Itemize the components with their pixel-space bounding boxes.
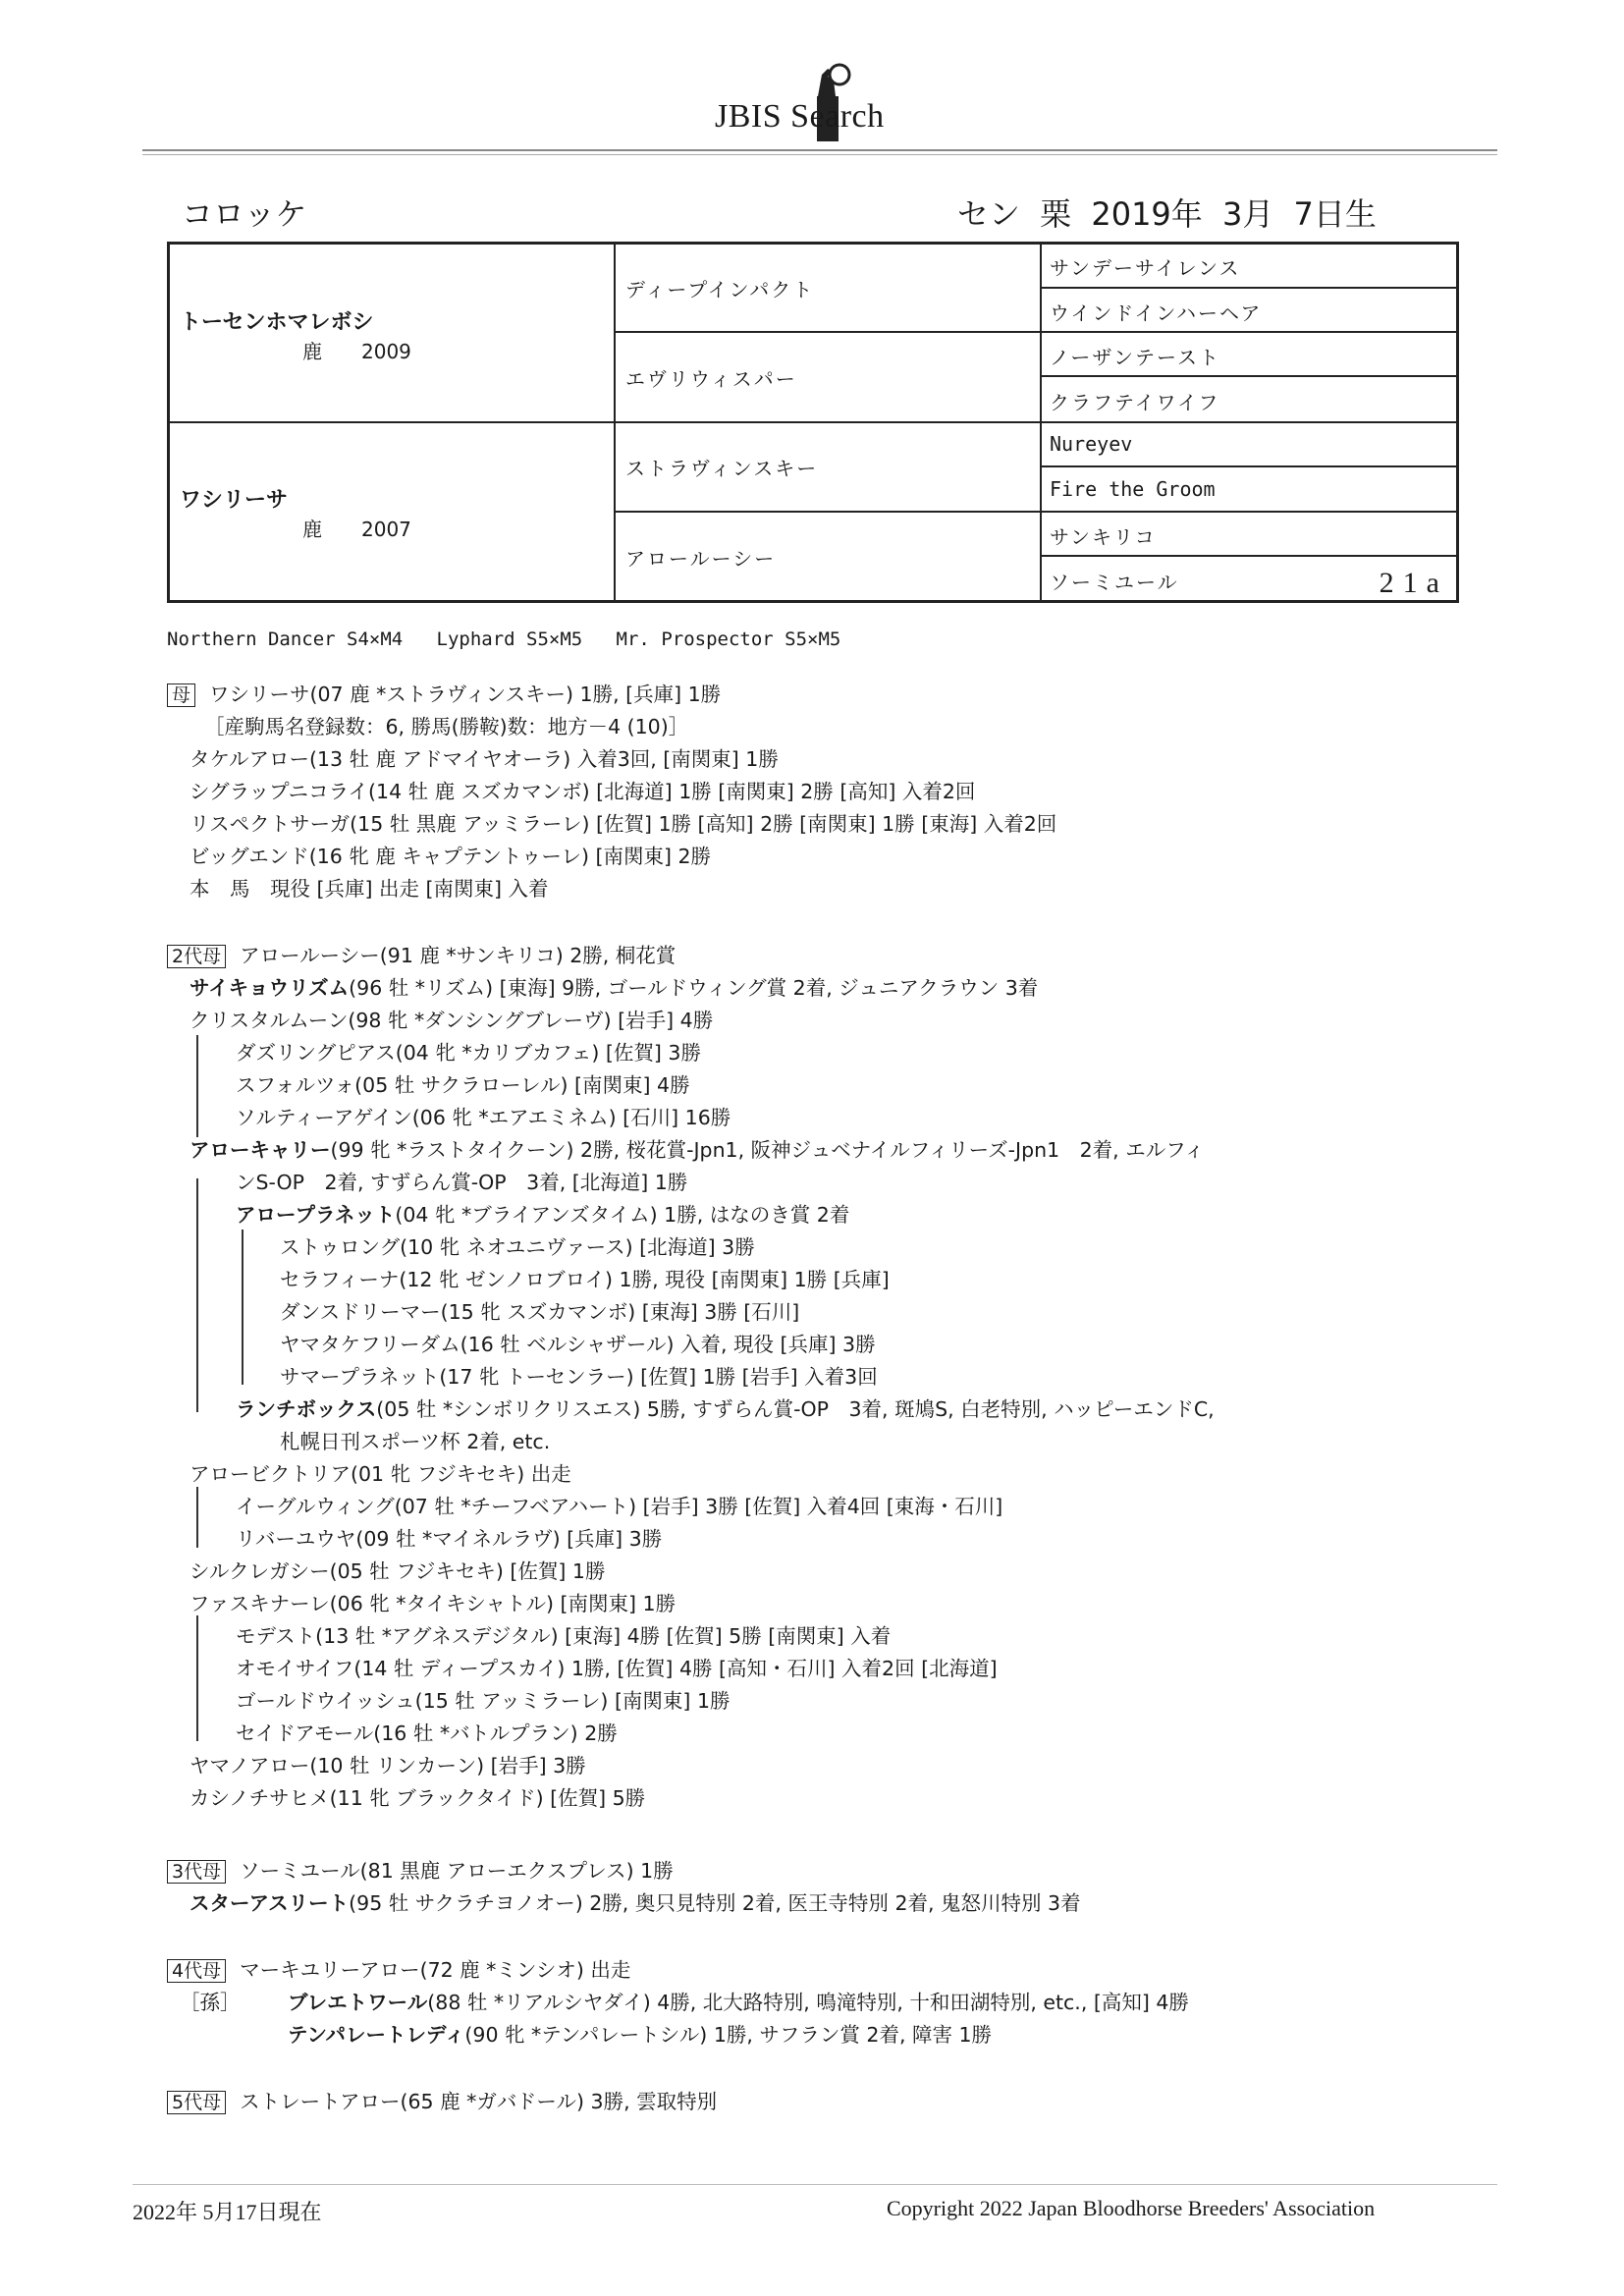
dam-foal: リスペクトサーガ(15 牡 黒鹿 アッミラーレ) [佐賀] 1勝 [高知] 2勝 [南関東] 1勝 [東海] 入着2回: [189, 812, 1057, 836]
g2-descendant: [236, 1068, 690, 1098]
dam-record: ワシリーサ(07 鹿 *ストラヴィンスキー) 1勝, [兵庫] 1勝: [209, 683, 722, 706]
dam-color-year: 鹿 2007: [302, 518, 411, 541]
gen-label-5: 5代母: [167, 2091, 226, 2114]
g3-record: ソーミユール(81 黒鹿 アローエクスプレス) 1勝: [240, 1859, 674, 1883]
descendant-record: ヤマノアロー(10 牡 リンカーン) [岩手] 3勝: [189, 1754, 586, 1777]
g4-descendant: ブレエトワール(88 牡 *リアルシヤダイ) 4勝, 北大路特別, 鳴滝特別, 十和田湖特別, etc., [高知] 4勝: [288, 1991, 1189, 2014]
descendant-record: (96 牡 *リズム) [東海] 9勝, ゴールドウィング賞 2着, ジュニアクラウン 3着: [349, 976, 1039, 1000]
horse-info: セン 栗 2019年 3月 7日生: [957, 195, 1377, 233]
g2-descendant: [236, 1393, 1215, 1422]
gen-label-2: 2代母: [167, 945, 226, 968]
tree-line: [196, 1487, 198, 1548]
descendant-record: ダズリングピアス(04 牝 *カリブカフェ) [佐賀] 3勝: [236, 1041, 701, 1065]
g3-3: ノーザンテースト: [1050, 346, 1220, 369]
sire-dam: エヴリウィスパー: [625, 367, 797, 391]
horse-name: コロッケ: [182, 195, 307, 233]
descendant-record: イーグルウィング(07 牡 *チーフベアハート) [岩手] 3勝 [佐賀] 入着4回 [東海・石川]: [236, 1495, 1003, 1518]
g5-line: [167, 2085, 717, 2114]
dam-name: ワシリーサ: [180, 488, 289, 513]
descendant-record: (99 牝 *ラストタイクーン) 2勝, 桜花賞-Jpn1, 阪神ジュベナイルフィリーズ-Jpn1 2着, エルフィ: [330, 1138, 1205, 1162]
sire-name: トーセンホマレボシ: [180, 310, 374, 335]
g2-descendant: [280, 1263, 890, 1292]
header-divider-thin: [142, 154, 1497, 155]
g2-descendant: [236, 1166, 687, 1195]
dam-sire: ストラヴィンスキー: [625, 457, 819, 480]
dam-cell: [180, 483, 411, 542]
g2-descendant: [236, 1652, 998, 1681]
descendant-record: ゴールドウイッシュ(15 牡 アッミラーレ) [南関東] 1勝: [236, 1689, 731, 1713]
descendant-name: サイキョウリズム: [189, 976, 350, 1000]
g3-6: Fire the Groom: [1050, 477, 1216, 501]
descendant-record: ダンスドリーマー(15 牝 スズカマンボ) [東海] 3勝 [石川]: [280, 1300, 800, 1324]
footer-divider: [133, 2184, 1497, 2185]
descendant-record: リバーユウヤ(09 牡 *マイネルラヴ) [兵庫] 3勝: [236, 1527, 663, 1551]
tree-line: [196, 1615, 198, 1741]
descendant-record: サマープラネット(17 牝 トーセンラー) [佐賀] 1勝 [岩手] 入着3回: [280, 1365, 878, 1389]
g2-descendant: [236, 1717, 618, 1746]
g2-descendant: [189, 1004, 713, 1033]
descendant-record: ファスキナーレ(06 牝 *タイキシャトル) [南関東] 1勝: [189, 1592, 677, 1615]
sire-sire: ディープインパクト: [625, 278, 815, 301]
g4-descendant: テンパレートレディ(90 牝 *テンパレートシル) 1勝, サフラン賞 2着, 障害 1勝: [288, 2023, 993, 2047]
g2-descendant: [189, 1587, 676, 1616]
g3-descendant: スターアスリート(95 牡 サクラチヨノオー) 2勝, 奥只見特別 2着, 医王寺特別 2着, 鬼怒川特別 3着: [189, 1891, 1081, 1915]
g3-5: Nureyev: [1050, 432, 1133, 456]
dam-foal: タケルアロー(13 牡 鹿 アドマイヤオーラ) 入着3回, [南関東] 1勝: [189, 747, 779, 771]
descendant-record: セラフィーナ(12 牝 ゼンノロブロイ) 1勝, 現役 [南関東] 1勝 [兵庫]: [280, 1268, 890, 1291]
g2-descendant: [236, 1036, 701, 1066]
gen-label-3: 3代母: [167, 1860, 226, 1884]
sire-cell: [180, 305, 411, 364]
inbreeding-info: Northern Dancer S4×M4 Lyphard S5×M5 Mr. Prospector S5×M5: [167, 629, 841, 650]
g2-descendant: [280, 1295, 799, 1325]
g2-descendant: [189, 1457, 571, 1487]
gen-label-dam: 母: [167, 683, 195, 707]
descendant-record: ソルティーアゲイン(06 牝 *エアエミネム) [石川] 16勝: [236, 1106, 731, 1129]
g2-descendant: [280, 1328, 876, 1357]
descendant-name: ランチボックス: [236, 1397, 377, 1421]
g2-descendant: [189, 971, 1038, 1001]
tree-line: [196, 1035, 198, 1137]
tree-line: [196, 1178, 198, 1412]
descendant-record: アロービクトリア(01 牝 フジキセキ) 出走: [189, 1462, 571, 1486]
g2-descendant: [236, 1522, 662, 1552]
g3-2: ウインドインハーヘア: [1050, 301, 1263, 325]
g4-grand-label: ［孫］: [180, 1991, 241, 2014]
g2-line: [167, 939, 676, 968]
dam-stats: ［産駒馬名登録数：6, 勝馬(勝鞍)数：地方－4 (10)］: [204, 715, 689, 738]
g2-descendant: [236, 1684, 731, 1714]
g3-8: ソーミユール: [1050, 571, 1179, 594]
descendant-record: ストゥロング(10 牝 ネオユニヴァース) [北海道] 3勝: [280, 1235, 755, 1259]
descendant-record: (04 牝 *ブライアンズタイム) 1勝, はなのき賞 2着: [395, 1203, 850, 1227]
descendant-record: 札幌日刊スポーツ杯 2着, etc.: [280, 1430, 551, 1453]
g2-descendant: [280, 1360, 878, 1390]
g3-line: [167, 1854, 674, 1884]
g4-line: [167, 1953, 630, 1983]
g2-descendant: [236, 1490, 1002, 1519]
descendant-record: ヤマタケフリーダム(16 牡 ベルシャザール) 入着, 現役 [兵庫] 3勝: [280, 1333, 876, 1356]
g2-descendant: [236, 1198, 849, 1228]
g4-record: マーキユリーアロー(72 鹿 *ミンシオ) 出走: [240, 1958, 631, 1982]
descendant-name: アロープラネット: [236, 1203, 396, 1227]
gen-label-4: 4代母: [167, 1959, 226, 1983]
dam-foal: シグラップニコライ(14 牡 鹿 スズカマンボ) [北海道] 1勝 [南関東] 2勝 [高知] 入着2回: [189, 780, 976, 803]
descendant-record: モデスト(13 牡 *アグネスデジタル) [東海] 4勝 [佐賀] 5勝 [南関東] 入着: [236, 1624, 892, 1648]
pedigree-table: [167, 242, 1459, 603]
g2-descendant: [189, 1781, 645, 1811]
descendant-record: クリスタルムーン(98 牝 *ダンシングブレーヴ) [岩手] 4勝: [189, 1009, 714, 1032]
g3-1: サンデーサイレンス: [1050, 256, 1241, 280]
logo-text: JBIS Search: [715, 98, 885, 135]
descendant-record: セイドアモール(16 牡 *バトルプラン) 2勝: [236, 1722, 618, 1745]
descendant-record: シルクレガシー(05 牡 フジキセキ) [佐賀] 1勝: [189, 1559, 606, 1583]
tree-line: [242, 1230, 244, 1385]
g2-descendant: [189, 1133, 1205, 1163]
dam-line: [167, 678, 721, 707]
descendant-record: スフォルツォ(05 牡 サクラローレル) [南関東] 4勝: [236, 1073, 690, 1097]
footer-date: 2022年 5月17日現在: [133, 2200, 322, 2224]
descendant-record: オモイサイフ(14 牡 ディープスカイ) 1勝, [佐賀] 4勝 [高知・石川] 入着2回 [北海道]: [236, 1657, 998, 1680]
dam-foal-self: 本 馬 現役 [兵庫] 出走 [南関東] 入着: [189, 877, 549, 901]
g3-7: サンキリコ: [1050, 525, 1157, 549]
g2-descendant: [236, 1619, 891, 1649]
g2-record: アロールーシー(91 鹿 *サンキリコ) 2勝, 桐花賞: [240, 944, 677, 967]
dam-dam: アロールーシー: [625, 547, 777, 571]
header-divider: [142, 149, 1497, 151]
g2-descendant: [236, 1101, 731, 1130]
g2-descendant: [280, 1425, 550, 1454]
footer-copyright: Copyright 2022 Japan Bloodhorse Breeders' Association: [887, 2196, 1376, 2220]
g2-descendant: [189, 1555, 605, 1584]
descendant-record: (05 牡 *シンボリクリスエス) 5勝, すずらん賞-OP 3着, 斑鳩S, 白老特別, ハッピーエンドC,: [376, 1397, 1215, 1421]
descendant-record: ンS-OP 2着, すずらん賞-OP 3着, [北海道] 1勝: [236, 1171, 688, 1194]
family-number: 21a: [1379, 567, 1448, 599]
descendant-name: アローキャリー: [189, 1138, 331, 1162]
descendant-record: カシノチサヒメ(11 牝 ブラックタイド) [佐賀] 5勝: [189, 1786, 646, 1810]
g2-descendant: [189, 1749, 586, 1778]
g5-record: ストレートアロー(65 鹿 *ガバドール) 3勝, 雲取特別: [240, 2090, 718, 2113]
dam-foal: ビッグエンド(16 牝 鹿 キャプテントゥーレ) [南関東] 2勝: [189, 845, 712, 868]
sire-color-year: 鹿 2009: [302, 340, 411, 363]
g3-4: クラフテイワイフ: [1050, 391, 1220, 414]
g2-descendant: [280, 1230, 755, 1260]
